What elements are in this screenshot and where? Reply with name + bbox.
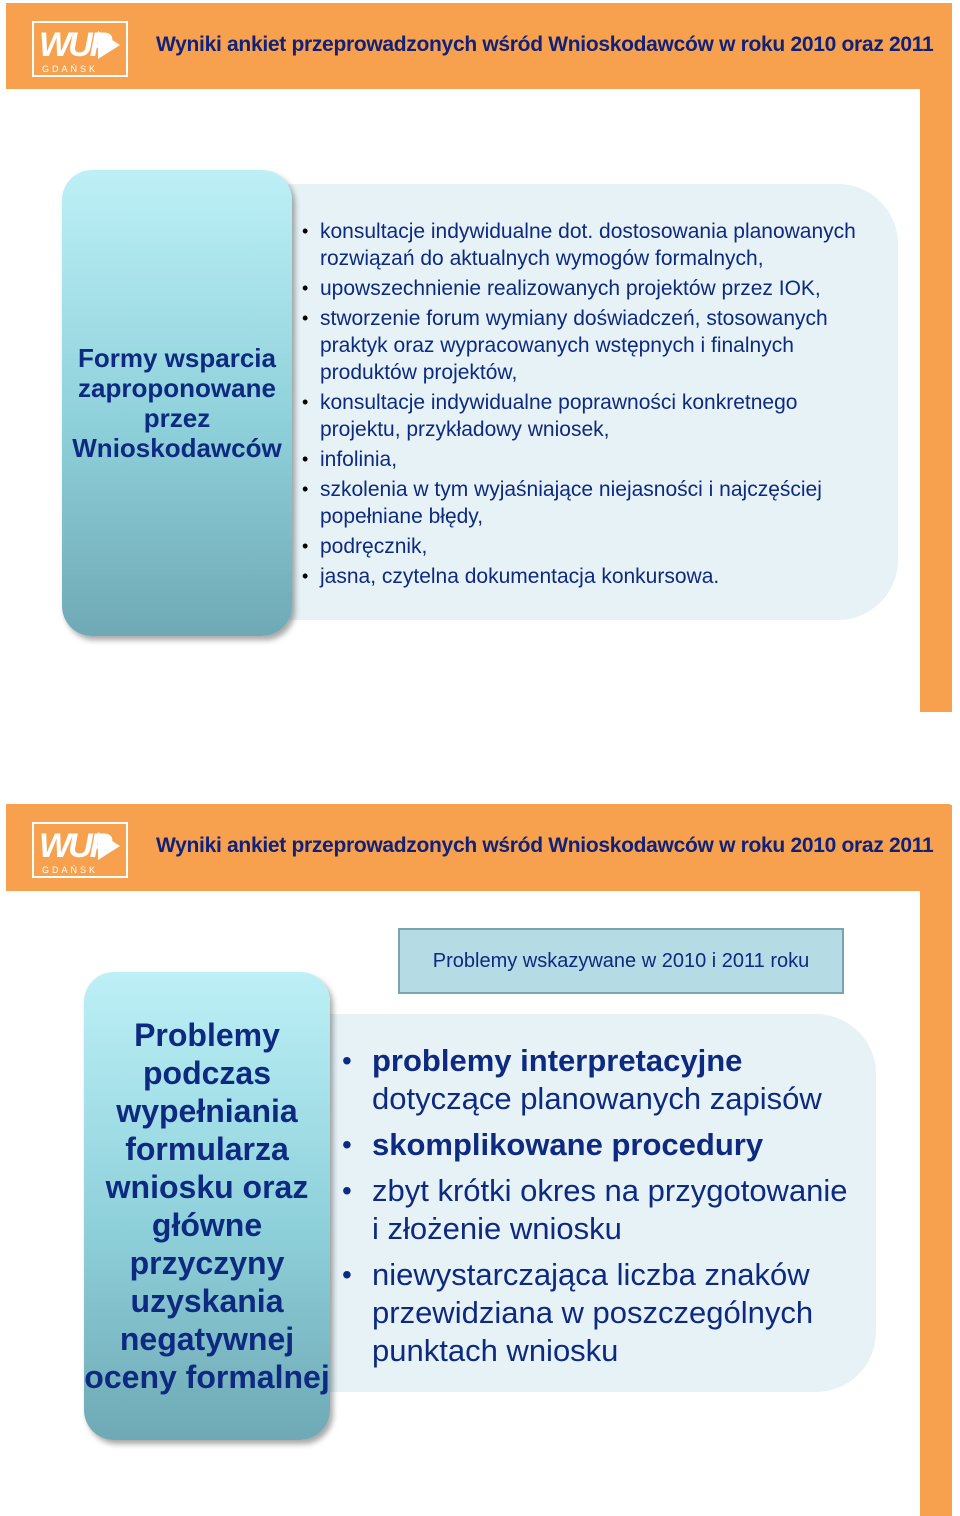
item-bold-text: skomplikowane procedury [372,1127,764,1162]
category-label: Formy wsparcia zaproponowane przez Wnioskodawców [72,343,282,463]
support-forms-list [300,218,860,593]
section-label-text: Problemy wskazywane w 2010 i 2011 roku [432,949,810,972]
category-label: Problemy podczas wypełniania formularza wniosku oraz główne przyczyny uzyskania negatywnej oceny formalnej [84,1017,330,1395]
section-label [398,928,844,994]
item-bold-text: problemy interpretacyjne [372,1043,743,1078]
list-item [340,1172,860,1248]
list-item [340,1126,860,1164]
category-box [84,972,330,1440]
item-text: dotyczące planowanych zapisów [372,1081,822,1116]
header-title: Wyniki ankiet przeprowadzonych wśród Wnioskodawców w roku 2010 oraz 2011 [156,834,934,857]
list-item: • infolinia, [300,446,860,473]
list-item: • stworzenie forum wymiany doświadczeń, stosowanych praktyk oraz wypracowanych wstępnych i finalnych produktów projektów, [300,305,860,386]
logo-arrow-icon [98,832,120,860]
right-accent-bar [920,805,952,1516]
logo-main-text: WUP [39,26,110,64]
header-title: Wyniki ankiet przeprowadzonych wśród Wnioskodawców w roku 2010 oraz 2011 [156,33,934,56]
item-text: niewystarczająca liczba znaków przewidziana w poszczególnych punktach wniosku [372,1257,814,1368]
list-item: • upowszechnienie realizowanych projektów przez IOK, [300,275,860,302]
list-item: • szkolenia w tym wyjaśniające niejasności i najczęściej popełniane błędy, [300,476,860,530]
slide-2 [0,802,960,1516]
list-item: • podręcznik, [300,533,860,560]
item-text: zbyt krótki okres na przygotowanie i złożenie wniosku [372,1173,848,1246]
wup-logo [32,21,128,77]
logo-sub-text: GDAŃSK [42,64,99,74]
list-item: • konsultacje indywidualne poprawności konkretnego projektu, przykładowy wniosek, [300,389,860,443]
problems-list [340,1042,860,1378]
wup-logo [32,822,128,878]
category-box [62,170,292,636]
list-item: • konsultacje indywidualne dot. dostosowania planowanych rozwiązań do aktualnych wymogów formalnych, [300,218,860,272]
logo-sub-text: GDAŃSK [42,865,99,875]
slide-1 [0,0,960,712]
header-bar [6,804,950,891]
header-bar [6,3,950,89]
right-accent-bar [920,3,952,712]
list-item: • jasna, czytelna dokumentacja konkursowa. [300,563,860,590]
logo-main-text: WUP [39,827,110,865]
list-item [340,1042,860,1118]
list-item [340,1256,860,1370]
logo-arrow-icon [98,31,120,59]
